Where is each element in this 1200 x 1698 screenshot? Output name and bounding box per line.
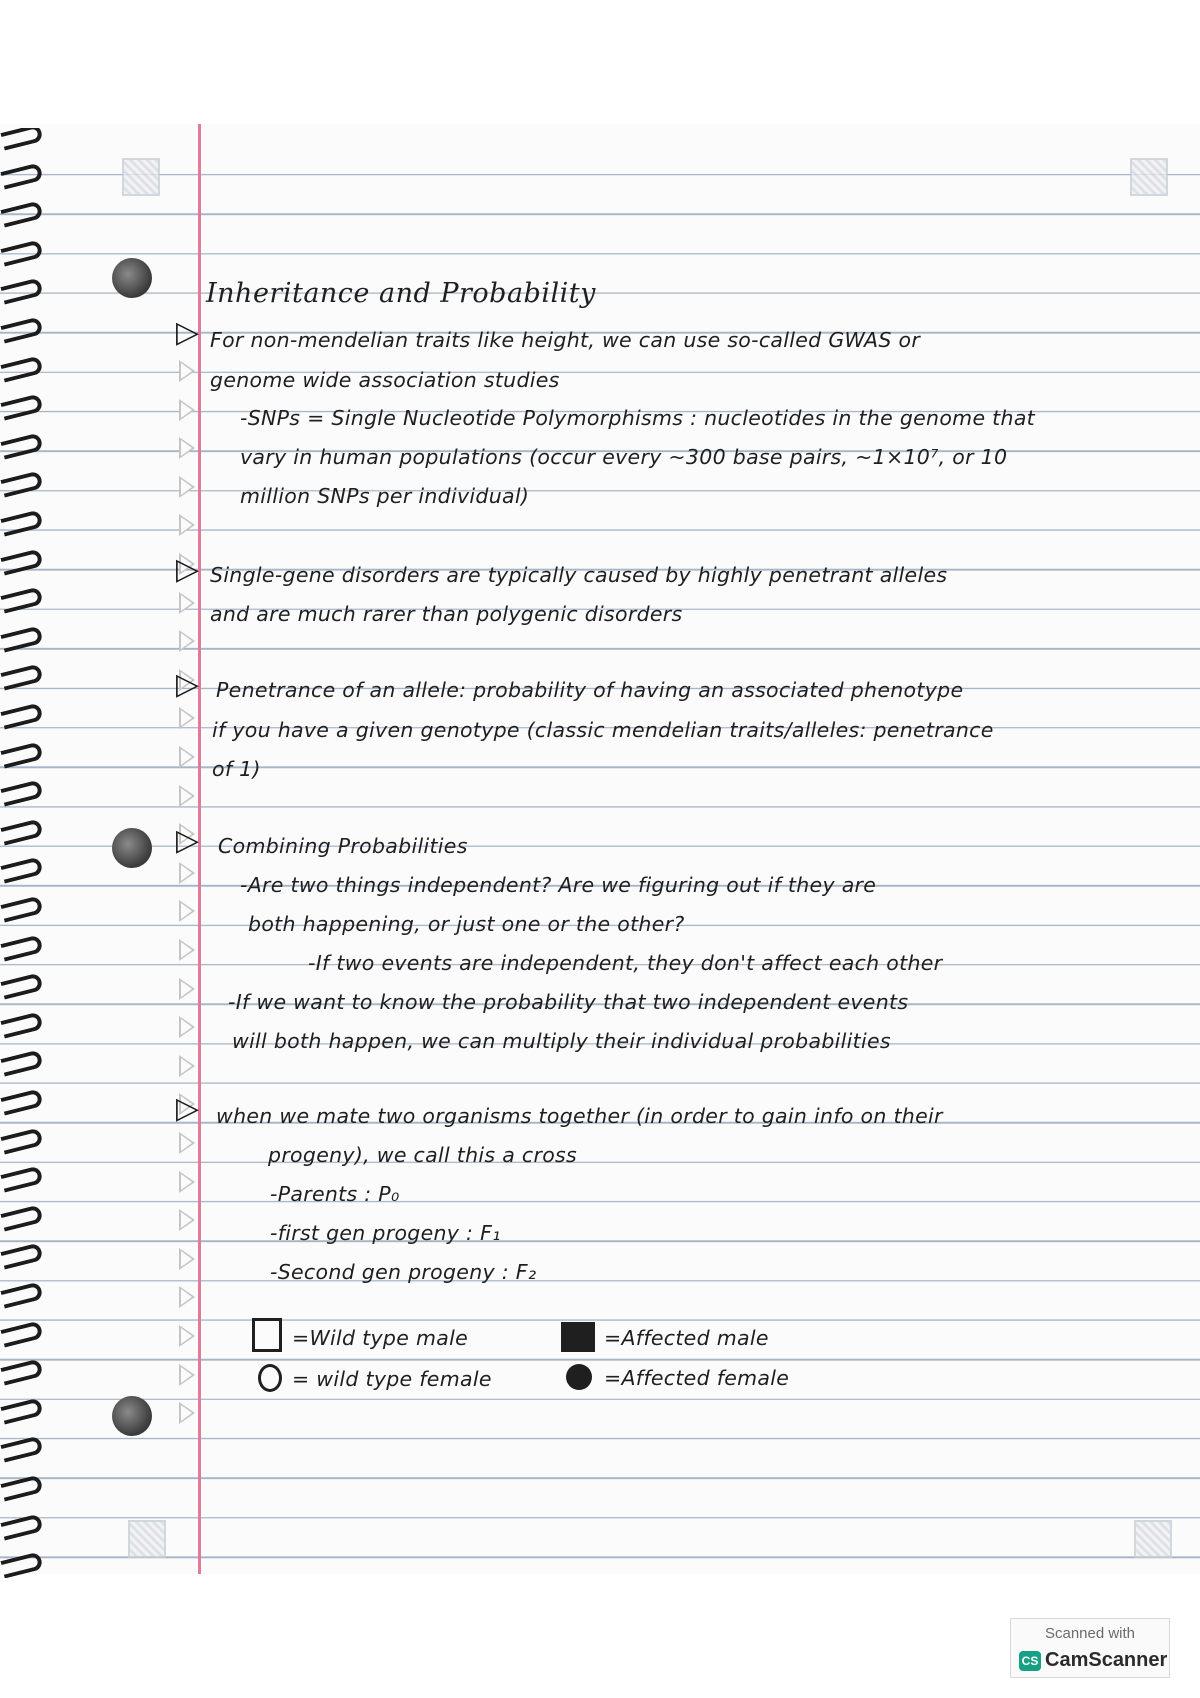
note-line: -Are two things independent? Are we figuring out if they are [240, 873, 877, 897]
spiral-coil [0, 1436, 43, 1463]
bullet-triangle-icon: ▷ [176, 667, 200, 702]
spiral-coil [0, 857, 43, 884]
punch-hole [112, 828, 152, 868]
margin-triangle-icon [179, 1055, 195, 1077]
note-line: genome wide association studies [210, 368, 560, 392]
margin-triangle-icon [179, 1364, 195, 1386]
corner-mark-icon [128, 1520, 166, 1558]
spiral-coil [0, 664, 43, 691]
camscanner-badge [1010, 1618, 1170, 1678]
corner-mark-icon [1134, 1520, 1172, 1558]
note-line: -Parents : P₀ [270, 1182, 400, 1206]
spiral-coil [0, 1552, 43, 1578]
margin-triangle-icon [179, 630, 195, 652]
note-line: -If two events are independent, they don't affect each other [308, 951, 943, 975]
badge-caption: Scanned with [1044, 1625, 1136, 1642]
spiral-coil [0, 1204, 43, 1231]
wild-type-male-symbol-icon [252, 1318, 282, 1352]
spiral-coil [0, 1050, 43, 1077]
margin-triangle-icon [179, 1325, 195, 1347]
spiral-coil [0, 201, 43, 228]
margin-triangle-icon [179, 592, 195, 614]
spiral-coil [0, 1243, 43, 1270]
spiral-coil [0, 394, 43, 421]
margin-triangle-icon [179, 1132, 195, 1154]
margin-triangle-icon [179, 785, 195, 807]
note-line: Single-gene disorders are typically caused by highly penetrant alleles [210, 563, 948, 587]
bullet-triangle-icon: ▷ [176, 823, 200, 858]
note-line: if you have a given genotype (classic mendelian traits/alleles: penetrance [212, 718, 994, 742]
margin-triangle-icon [179, 1016, 195, 1038]
spiral-coil [0, 587, 43, 614]
spiral-coil [0, 239, 43, 266]
margin-triangle-icon [179, 746, 195, 768]
punch-hole [112, 258, 152, 298]
spiral-coil [0, 741, 43, 768]
spiral-coil [0, 316, 43, 343]
margin-triangle-icon [179, 1286, 195, 1308]
spiral-coil [0, 818, 43, 845]
spiral-coil [0, 1166, 43, 1193]
margin-triangle-icon [179, 900, 195, 922]
note-line: will both happen, we can multiply their individual probabilities [232, 1029, 891, 1053]
margin-triangle-icon [179, 360, 195, 382]
note-line: both happening, or just one or the other? [248, 912, 685, 936]
note-line: and are much rarer than polygenic disorders [210, 602, 683, 626]
spiral-coil [0, 1088, 43, 1115]
spiral-coil [0, 162, 43, 189]
spiral-coil [0, 509, 43, 536]
spiral-coil [0, 780, 43, 807]
page-title: Inheritance and Probability [206, 278, 596, 309]
margin-triangle-icon [179, 939, 195, 961]
corner-mark-icon [1130, 158, 1168, 196]
legend-wild-type-male: =Wild type male [292, 1326, 469, 1350]
spiral-coil [0, 1011, 43, 1038]
margin-triangle-icon [179, 1248, 195, 1270]
wild-type-female-symbol-icon [258, 1364, 282, 1392]
note-line: Combining Probabilities [218, 834, 468, 858]
note-line: when we mate two organisms together (in order to gain info on their [216, 1104, 943, 1128]
badge-brand: CamScanner [1045, 1649, 1168, 1671]
spiral-coil [0, 934, 43, 961]
spiral-coil [0, 1359, 43, 1386]
margin-triangle-icon [179, 476, 195, 498]
spiral-coil [0, 625, 43, 652]
margin-triangle-icon [179, 978, 195, 1000]
note-line: million SNPs per individual) [240, 484, 530, 508]
spiral-coil [0, 432, 43, 459]
note-line: -SNPs = Single Nucleotide Polymorphisms : nucleotides in the genome that [240, 406, 1036, 430]
bullet-triangle-icon: ▷ [176, 1091, 200, 1126]
spiral-coil [0, 1513, 43, 1540]
spiral-coil [0, 702, 43, 729]
note-line: of 1) [212, 757, 261, 781]
punch-hole [112, 1396, 152, 1436]
note-line: For non-mendelian traits like height, we can use so-called GWAS or [210, 328, 921, 352]
legend-affected-female: =Affected female [604, 1366, 790, 1390]
note-line: Penetrance of an allele: probability of having an associated phenotype [216, 678, 964, 702]
spiral-coil [0, 1320, 43, 1347]
note-line: -Second gen progeny : F₂ [270, 1260, 537, 1284]
spiral-coil [0, 1281, 43, 1308]
spiral-coil [0, 548, 43, 575]
note-line: -If we want to know the probability that two independent events [228, 990, 909, 1014]
margin-triangle-icon [179, 862, 195, 884]
spiral-coil [0, 1474, 43, 1501]
margin-triangle-icon [179, 1171, 195, 1193]
spiral-coil [0, 278, 43, 305]
spiral-binding [0, 128, 60, 1578]
spiral-coil [0, 471, 43, 498]
affected-male-symbol-icon [561, 1322, 595, 1352]
margin-triangle-icon [179, 1402, 195, 1424]
note-line: progeny), we call this a cross [268, 1143, 578, 1167]
margin-triangle-icon [179, 514, 195, 536]
margin-triangle-icon [179, 707, 195, 729]
margin-triangle-icon [179, 437, 195, 459]
spiral-coil [0, 128, 43, 151]
legend-wild-type-female: = wild type female [292, 1367, 492, 1391]
spiral-coil [0, 355, 43, 382]
spiral-coil [0, 1397, 43, 1424]
spiral-coil [0, 1127, 43, 1154]
bullet-triangle-icon: ▷ [176, 315, 200, 350]
spiral-coil [0, 895, 43, 922]
margin-triangle-icon [179, 399, 195, 421]
note-line: vary in human populations (occur every ~300 base pairs, ~1×10⁷, or 10 [240, 445, 1008, 469]
camscanner-logo-icon: CS [1019, 1651, 1041, 1671]
bullet-triangle-icon: ▷ [176, 552, 200, 587]
note-line: -first gen progeny : F₁ [270, 1221, 501, 1245]
corner-mark-icon [122, 158, 160, 196]
margin-triangle-icon [179, 1209, 195, 1231]
legend-affected-male: =Affected male [604, 1326, 769, 1350]
affected-female-symbol-icon [566, 1364, 592, 1390]
spiral-coil [0, 973, 43, 1000]
